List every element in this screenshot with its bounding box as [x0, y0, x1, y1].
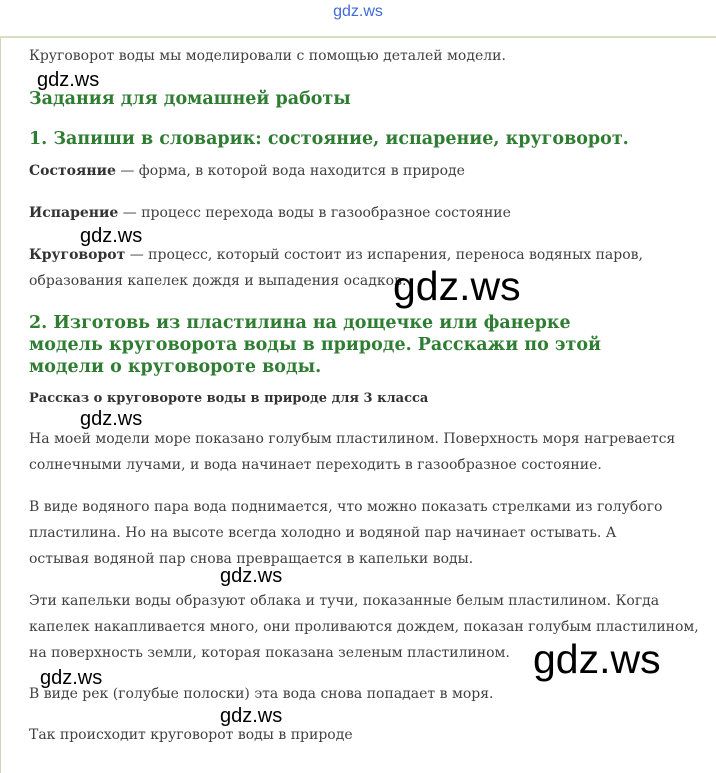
watermark: gdz.ws [220, 705, 283, 727]
homework-heading: Задания для домашней работы [29, 89, 351, 109]
watermark: gdz.ws [220, 565, 283, 587]
story-paragraph: Эти капельки воды образуют облака и тучи, показанные белым пластилином. Когда капелек накапливается много, они проливаются дождем, показан голубым пластилином, на поверхность земли, которая показана зеленым пластилином. [29, 593, 699, 661]
definition-state [29, 158, 465, 184]
watermark: gdz.ws [40, 667, 103, 689]
definition-text: — форма, в которой вода находится в природе [115, 163, 465, 179]
watermark: gdz.ws [37, 69, 100, 91]
watermark: gdz.ws [533, 636, 661, 682]
definition-text: — процесс, который состоит из испарения, переноса водяных паров, образования капелек дождя и выпадения осадков. [29, 247, 643, 289]
definition-term: Круговорот [29, 247, 126, 263]
watermark: gdz.ws [393, 263, 521, 309]
task1-heading: 1. Запиши в словарик: состояние, испарение, круговорот. [29, 129, 629, 149]
story-paragraph: На моей модели море показано голубым пластилином. Поверхность моря нагревается солнечными лучами, и вода начинает переходить в газообразное состояние. [29, 431, 676, 473]
task2-heading: 2. Изготовь из пластилина на дощечке или фанерке модель круговорота воды в природе. Расскажи по этой модели о круговороте воды. [29, 313, 602, 377]
definition-evaporation [29, 200, 511, 226]
watermark: gdz.ws [80, 408, 143, 430]
intro-paragraph: Круговорот воды мы моделировали с помощью деталей модели. [29, 48, 506, 64]
site-logo[interactable]: gdz.ws [333, 3, 383, 20]
definition-cycle [29, 242, 679, 294]
story-paragraph: В виде водяного пара вода поднимается, что можно показать стрелками из голубого пластилина. Но на высоте всегда холодно и водяной пар начинает остывать. А остывая водяной пар снова превращается в капельки воды. [29, 499, 663, 567]
definition-term: Состояние [29, 163, 116, 179]
story-paragraph: В виде рек (голубые полоски) эта вода снова попадает в моря. [29, 686, 494, 702]
definition-term: Испарение [29, 205, 119, 221]
watermark: gdz.ws [80, 225, 143, 247]
story-paragraph: Так происходит круговорот воды в природе [29, 727, 353, 743]
story-title: Рассказ о круговороте воды в природе для 3 класса [29, 391, 429, 406]
site-header [0, 0, 716, 38]
definition-text: — процесс перехода воды в газообразное состояние [118, 205, 511, 221]
